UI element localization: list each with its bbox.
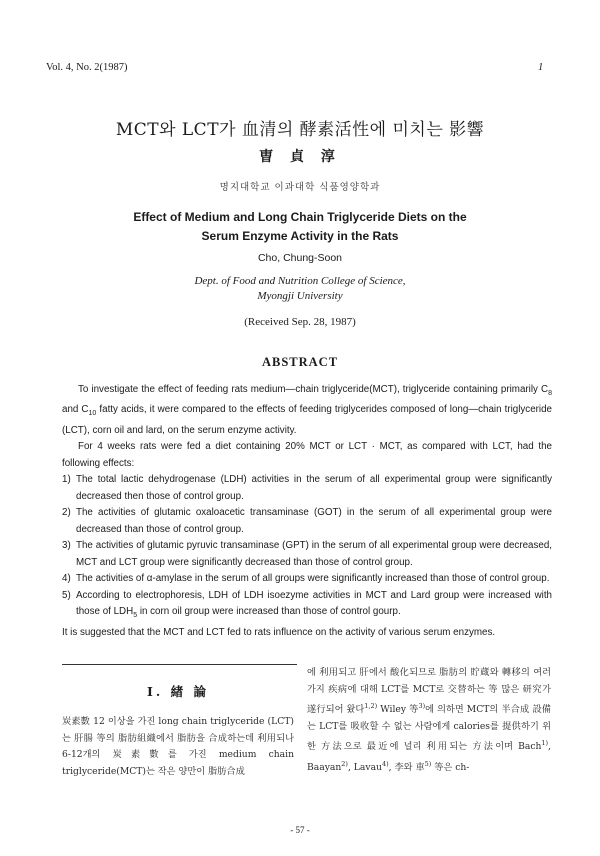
english-affiliation (0, 274, 600, 304)
introduction-right-text: 에 利用되고 肝에서 酸化되므로 脂肪의 貯蔵와 轉移의 여러가지 疾病에 대해 LCT를 MCT로 交替하는 等 많은 研究가 遂行되어 왔다$^{1,2)}$ Wiley 等$^{3)}$에 의하면 MCT의 半合成 設備는 LCT를 吸收할 수 없는 사람에게 calories를 提供하기 위한 方法으로 最近에 널리 利用되는 方法이며 Bach$^{1)}$, Baayan$^{2)}$, Lavau$^{4)}$, 李와 車$^{5)}$ 等은 ch- (307, 667, 551, 773)
english-title-line1: Effect of Medium and Long Chain Triglyceride Diets on the (133, 210, 467, 224)
page-number: 1 (538, 62, 544, 73)
column-divider-rule (62, 664, 297, 665)
korean-author: 曺 貞 淳 (259, 149, 341, 165)
abstract-item-3: 3) The activities of glutamic pyruvic transaminase (GPT) in the serum of all experimental group were decreased, MCT and LCT group were significantly decreased than those of control group. (62, 540, 552, 568)
english-title (0, 208, 600, 246)
abstract-heading: ABSTRACT (261, 355, 339, 369)
introduction-left-text: 炭素數 12 이상을 가진 long chain triglyceride (LCT)는 肝腸 等의 脂肪組織에서 脂肪을 合成하는데 利用되나 6-12개의 炭素數를 가진 medium chain triglyceride(MCT)는 작은 양만이 脂肪合成 (62, 716, 294, 777)
korean-affiliation: 명지대학교 이과대학 식품영양학과 (219, 182, 381, 193)
abstract-conclusion: It is suggested that the MCT and LCT fed to rats influence on the activity of various serum enzymes. (62, 626, 496, 638)
english-affiliation-line2: Myongji University (257, 290, 343, 302)
abstract-item-4: 4) The activities of α-amylase in the serum of all groups were significantly increased than those of control group. (62, 573, 550, 585)
english-author: Cho, Chung-Soon (257, 252, 343, 264)
received-date: (Received Sep. 28, 1987) (244, 316, 356, 328)
journal-volume: Vol. 4, No. 2(1987) (46, 62, 128, 73)
section-1-title: Ⅰ. 緖 論 (147, 684, 209, 699)
abstract-paragraph-2: For 4 weeks rats were fed a diet containing 20% MCT or LCT · MCT, as compared with LCT, had the following effects: (62, 441, 552, 469)
abstract-body (62, 382, 552, 641)
abstract-paragraph-1: To investigate the effect of feeding rats medium—chain triglyceride(MCT), triglyceride containing primarily $C_8$ and $C_{10}$ fatty acids, it were compared to the effects of feeding triglycerides composed of long—chain triglyceride (LCT), corn oil and lard, on the serum enzyme activity. (62, 384, 552, 436)
english-title-line2: Serum Enzyme Activity in the Rats (201, 229, 399, 243)
abstract-item-5: 5) According to electrophoresis, LDH of LDH isoezyme activities in MCT and Lard group were increased with those of $LDH_5$ in corn oil group were increased than those of control gourp. (62, 589, 552, 620)
page-footer: - 57 - (290, 825, 310, 835)
korean-title: MCT와 LCT가 血清의 酵素活性에 미치는 影響 (115, 120, 485, 140)
english-affiliation-line1: Dept. of Food and Nutrition College of Science, (194, 275, 406, 287)
abstract-item-2: 2) The activities of glutamic oxaloacetic transaminase (GOT) in the serum of all experimental group were decreased than those of control group. (62, 507, 552, 535)
left-column (62, 680, 294, 780)
abstract-item-1: 1) The total lactic dehydrogenase (LDH) activities in the serum of all experimental group were significantly decreased then those of control group. (62, 474, 552, 502)
